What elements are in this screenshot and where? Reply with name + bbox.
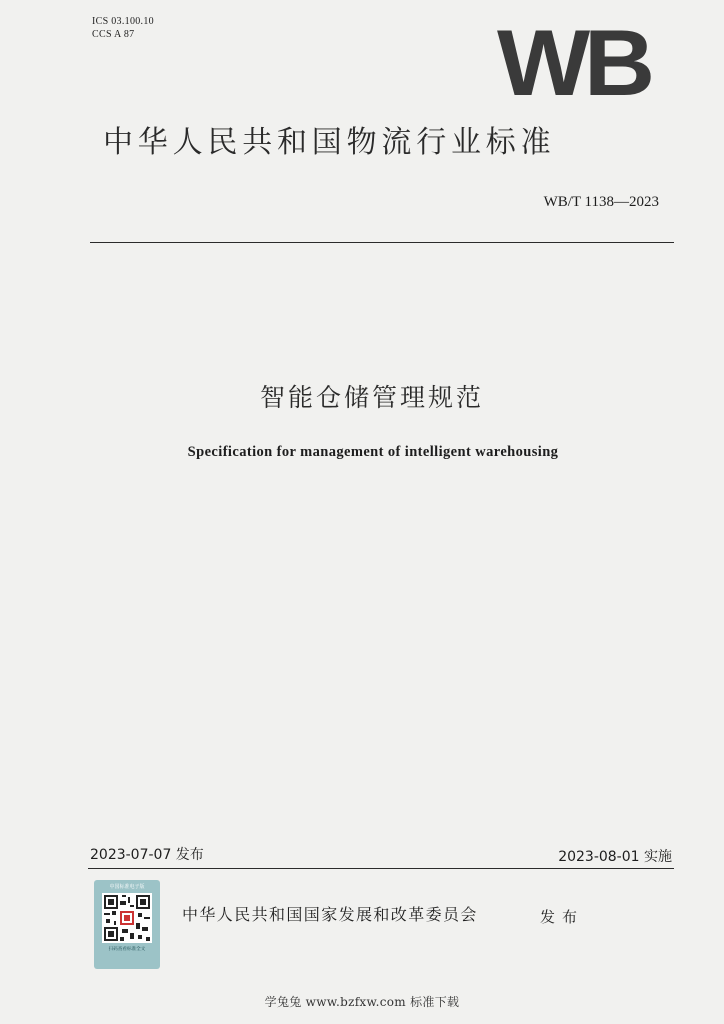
qr-badge-header: 中国标准电子版 bbox=[109, 884, 145, 890]
top-divider bbox=[90, 242, 674, 243]
document-title-english: Specification for management of intelligent warehousing bbox=[187, 444, 559, 460]
wb-logo: WB bbox=[497, 10, 649, 115]
standard-number: WB/T 1138—2023 bbox=[543, 194, 659, 210]
document-title-chinese: 智能仓储管理规范 bbox=[259, 383, 484, 412]
implementation-date: 2023-08-01 实施 bbox=[558, 849, 672, 865]
qr-code-badge[interactable] bbox=[94, 880, 160, 969]
footer-watermark: 学兔兔 www.bzfxw.com 标准下载 bbox=[264, 995, 460, 1009]
qr-badge-footer: 扫码查看标准全文 bbox=[108, 947, 146, 952]
issue-date: 2023-07-07 发布 bbox=[90, 847, 204, 863]
issuing-authority: 中华人民共和国国家发展和改革委员会 bbox=[182, 905, 478, 924]
ccs-code: CCS A 87 bbox=[92, 29, 135, 40]
issue-label: 发布 bbox=[540, 908, 585, 926]
ics-code: ICS 03.100.10 bbox=[92, 16, 154, 27]
qr-code-icon bbox=[102, 893, 152, 943]
standard-category-title: 中华人民共和国物流行业标准 bbox=[103, 125, 556, 160]
bottom-divider bbox=[88, 868, 674, 869]
